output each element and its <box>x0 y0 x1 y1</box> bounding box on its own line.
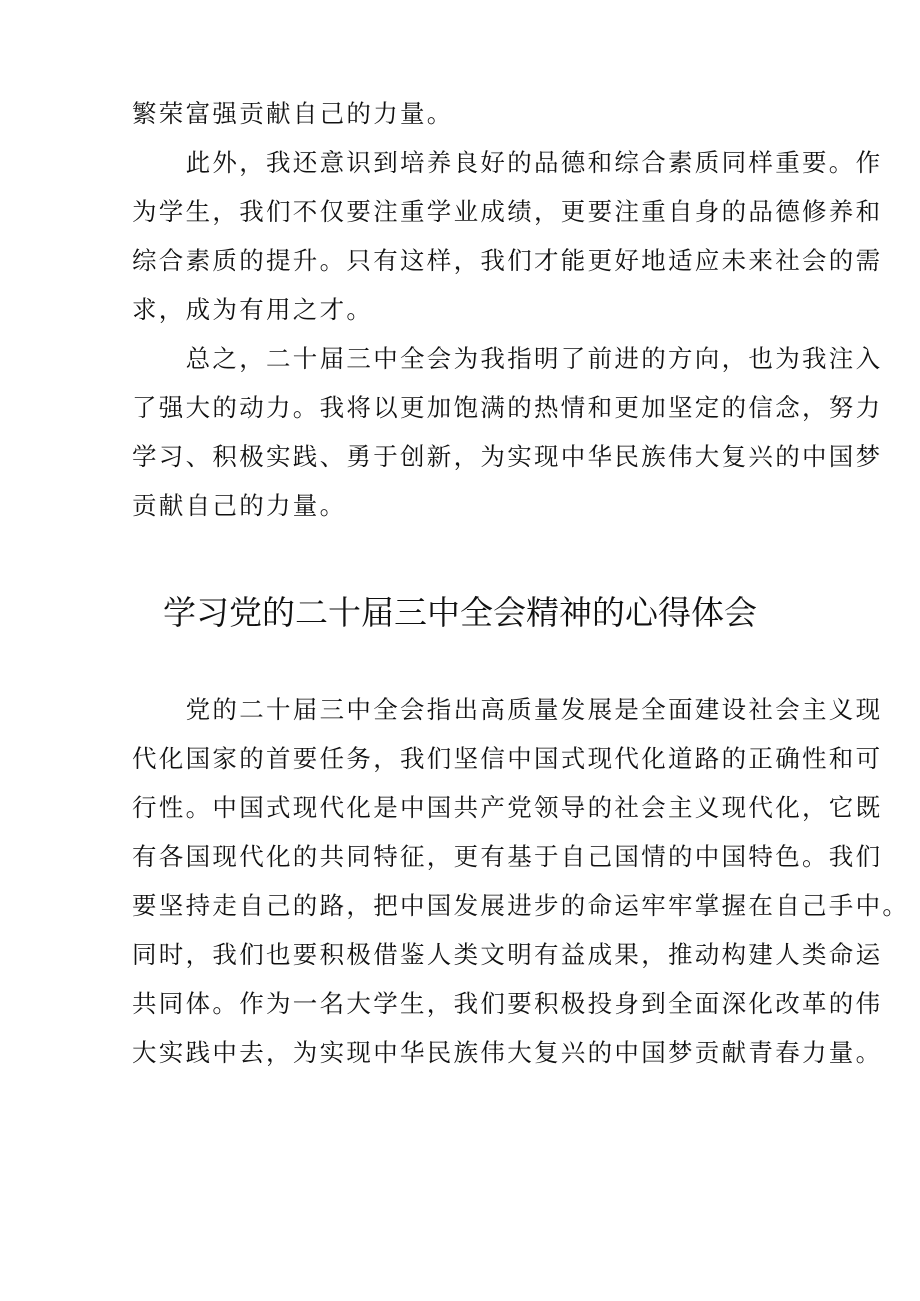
article-title: 学习党的二十届三中全会精神的心得体会 <box>163 593 757 632</box>
text-line: 学习、积极实践、勇于创新，为实现中华民族伟大复兴的中国梦 <box>132 442 883 471</box>
text-line: 代化国家的首要任务，我们坚信中国式现代化道路的正确性和可 <box>132 744 883 773</box>
text-line: 为学生，我们不仅要注重学业成绩，更要注重自身的品德修养和 <box>132 197 883 226</box>
text-line: 繁荣富强贡献自己的力量。 <box>132 99 454 128</box>
text-line: 此外，我还意识到培养良好的品德和综合素质同样重要。作 <box>132 148 883 177</box>
text-line: 行性。中国式现代化是中国共产党领导的社会主义现代化，它既 <box>132 793 883 822</box>
text-line: 了强大的动力。我将以更加饱满的热情和更加坚定的信念，努力 <box>132 393 883 422</box>
text-line: 求，成为有用之才。 <box>132 295 374 324</box>
text-line: 综合素质的提升。只有这样，我们才能更好地适应未来社会的需 <box>132 246 883 275</box>
text-line: 党的二十届三中全会指出高质量发展是全面建设社会主义现 <box>132 695 883 724</box>
text-line: 有各国现代化的共同特征，更有基于自己国情的中国特色。我们 <box>132 842 883 871</box>
text-line: 共同体。作为一名大学生，我们要积极投身到全面深化改革的伟 <box>132 989 883 1018</box>
text-line: 同时，我们也要积极借鉴人类文明有益成果，推动构建人类命运 <box>132 940 883 969</box>
text-line: 大实践中去，为实现中华民族伟大复兴的中国梦贡献青春力量。 <box>132 1038 883 1067</box>
text-line: 总之，二十届三中全会为我指明了前进的方向，也为我注入 <box>132 344 883 373</box>
text-line: 贡献自己的力量。 <box>132 491 347 520</box>
text-line: 要坚持走自己的路，把中国发展进步的命运牢牢掌握在自己手中。 <box>132 891 910 920</box>
